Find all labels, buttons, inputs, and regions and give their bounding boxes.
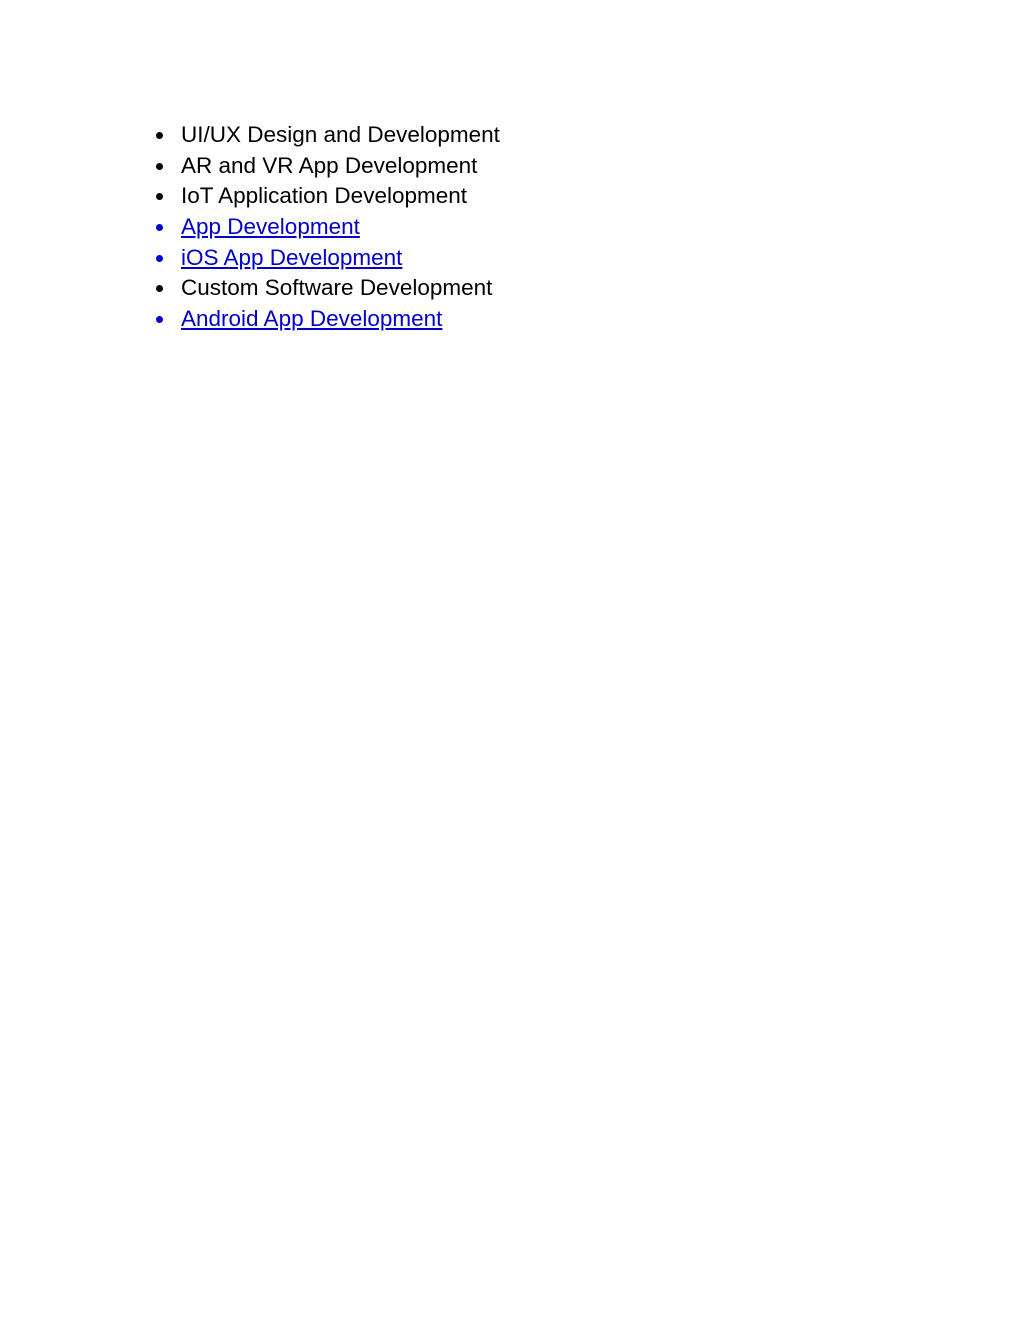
app-development-link[interactable]: App Development	[181, 214, 360, 240]
bullet-icon	[156, 285, 163, 292]
bullet-icon	[156, 255, 163, 262]
bullet-icon	[156, 193, 163, 200]
bullet-icon	[156, 132, 163, 139]
bullet-icon	[156, 163, 163, 170]
bullet-icon	[156, 316, 163, 323]
android-app-development-link[interactable]: Android App Development	[181, 306, 443, 332]
ios-app-development-link[interactable]: iOS App Development	[181, 244, 403, 270]
list-item-text: IoT Application Development	[181, 183, 468, 209]
bullet-icon	[156, 224, 163, 231]
list-item-text: UI/UX Design and Development	[181, 122, 500, 147]
list-item-text: Custom Software Development	[181, 275, 493, 301]
list-item-text: AR and VR App Development	[181, 152, 478, 178]
